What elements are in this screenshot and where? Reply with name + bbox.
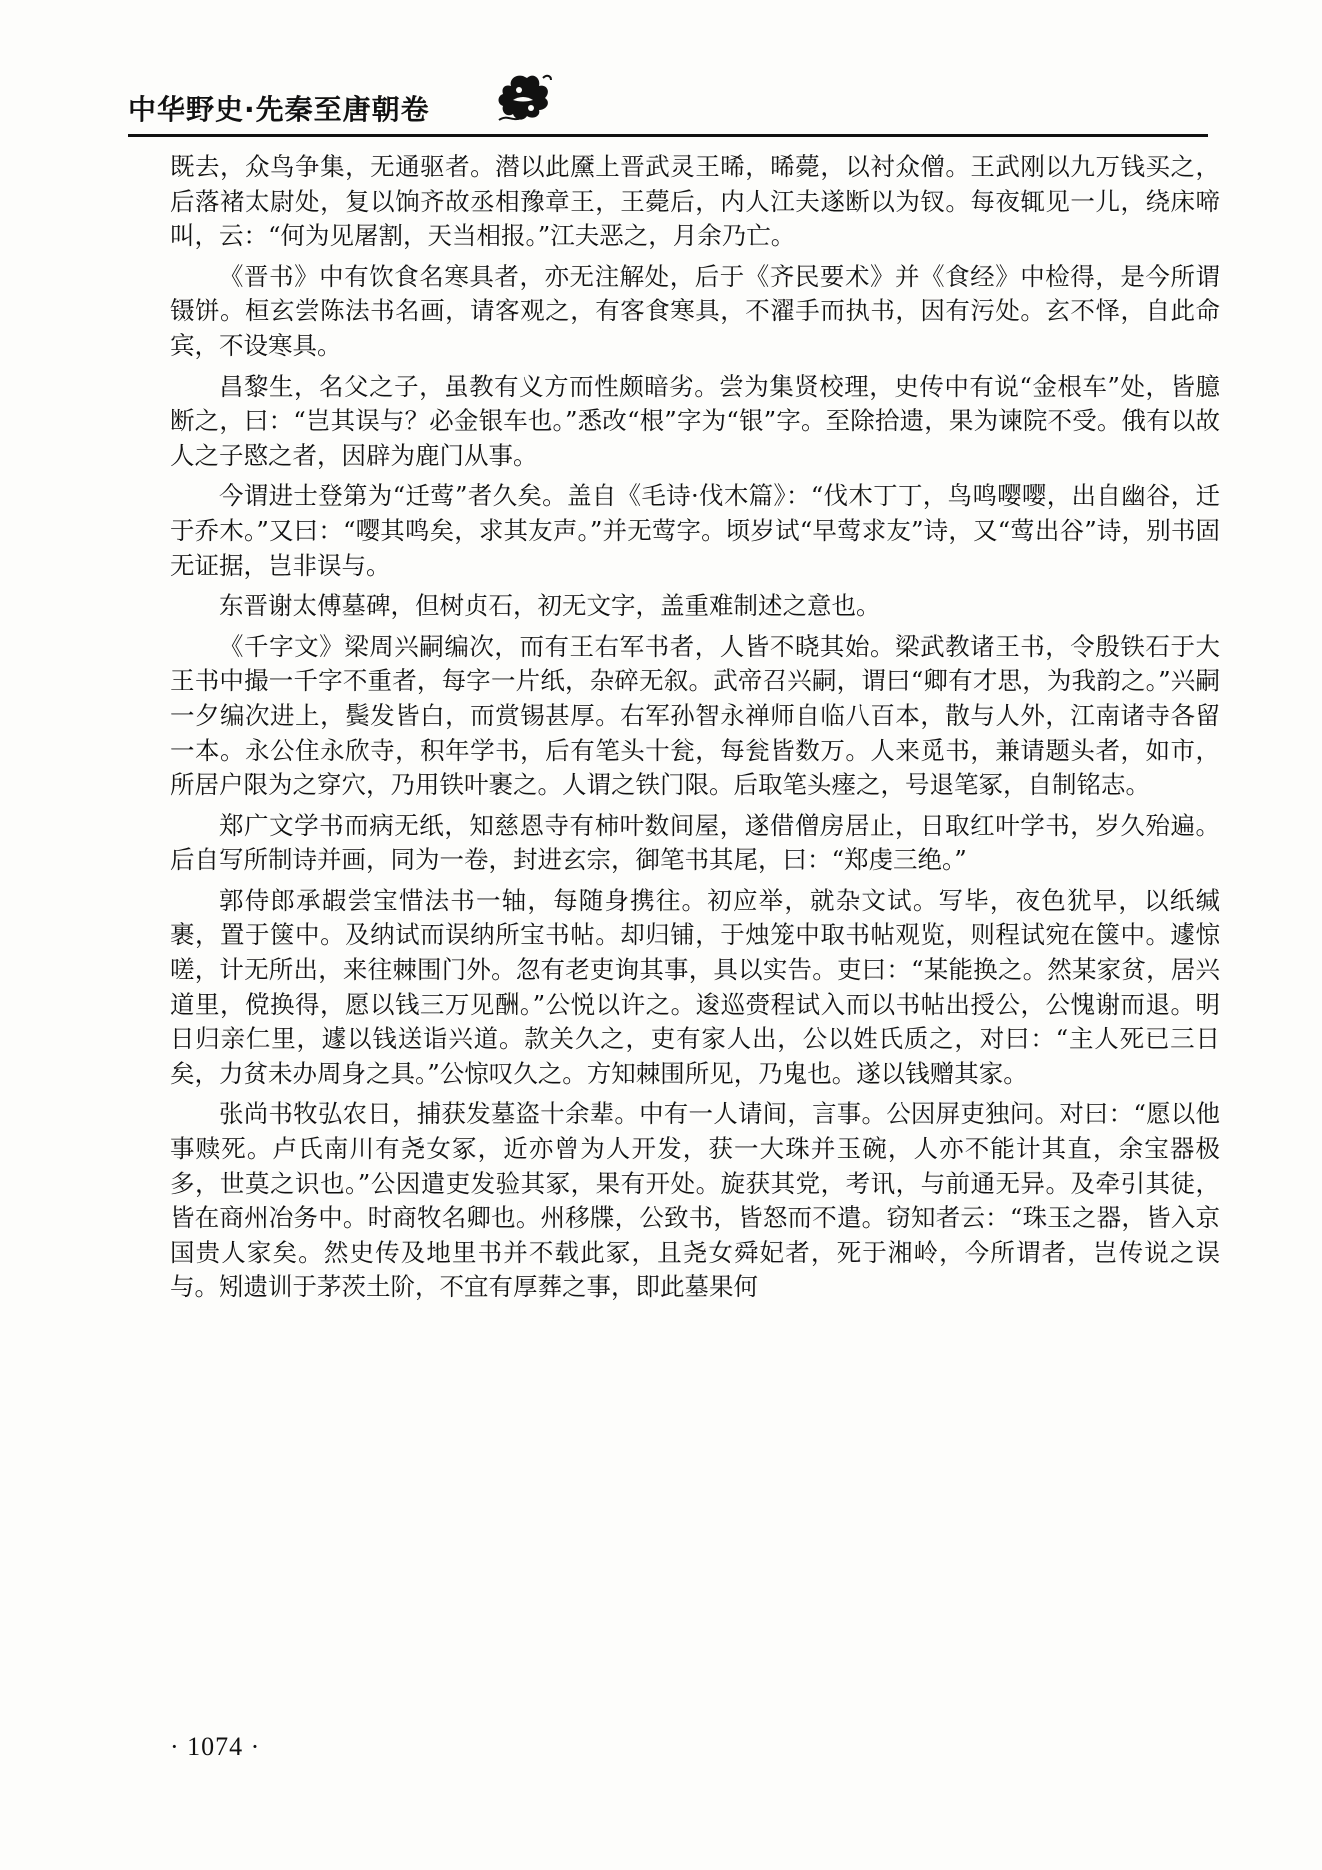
book-title: 中华野史·先秦至唐朝卷 bbox=[128, 93, 430, 126]
header-rule bbox=[128, 134, 1208, 137]
paragraph-4: 今谓进士登第为“迁莺”者久矣。盖自《毛诗·伐木篇》：“伐木丁丁，鸟鸣嘤嘤，出自幽谷，迁于乔木。”又曰：“嘤其鸣矣，求其友声。”并无莺字。顷岁试“早莺求友”诗，又“莺出谷”诗，别书固无证据，岂非误与。 bbox=[170, 481, 1220, 580]
paragraph-7: 郑广文学书而病无纸，知慈恩寺有柿叶数间屋，遂借僧房居止，日取红叶学书，岁久殆遍。后自写所制诗并画，同为一卷，封进玄宗，御笔书其尾，曰：“郑虔三绝。” bbox=[170, 810, 1220, 875]
paragraph-8: 郭侍郎承嘏尝宝惜法书一轴，每随身携往。初应举，就杂文试。写毕，夜色犹早，以纸缄裹，置于箧中。及纳试而误纳所宝书帖。却归铺，于烛笼中取书帖观览，则程试宛在箧中。遽惊嗟，计无所出，来往棘围门外。忽有老吏询其事，具以实告。吏曰：“某能换之。然某家贫，居兴道里，傥换得，愿以钱三万见酬。”公悦以许之。逡巡赍程试入而以书帖出授公，公愧谢而退。明日归亲仁里，遽以钱送诣兴道。款关久之，吏有家人出，公以姓氏质之，对曰：“主人死已三日矣，力贫未办周身之具。”公惊叹久之。方知棘围所见，乃鬼也。遂以钱赠其家。 bbox=[170, 885, 1220, 1088]
paragraph-2: 《晋书》中有饮食名寒具者，亦无注解处，后于《齐民要术》并《食经》中检得，是今所谓镊饼。桓玄尝陈法书名画，请客观之，有客食寒具，不濯手而执书，因有污处。玄不怿，自此命宾，不设寒具。 bbox=[170, 261, 1220, 360]
main-text bbox=[170, 150, 1220, 1311]
page-number: · 1074 · bbox=[170, 1732, 261, 1761]
paragraph-9: 张尚书牧弘农日，捕获发墓盗十余辈。中有一人请间，言事。公因屏吏独问。对曰：“愿以他事赎死。卢氏南川有尧女冢，近亦曾为人开发，获一大珠并玉碗，人亦不能计其直，余宝器极多，世莫之识也。”公因遣吏发验其冢，果有开处。旋获其党，考讯，与前通无异。及牵引其徒，皆在商州冶务中。时商牧名卿也。州移牒，公致书，皆怒而不遣。窃知者云：“珠玉之器，皆入京国贵人家矣。然史传及地里书并不载此冢，且尧女舜妃者，死于湘岭，今所谓者，岂传说之误与。矧遗训于茅茨土阶，不宜有厚葬之事，即此墓果何 bbox=[170, 1099, 1220, 1302]
paragraph-1: 既去，众鸟争集，无通驱者。潜以此黡上晋武灵王晞，晞薨，以衬众僧。王武刚以九万钱买之，后落褚太尉处，复以饷齐故丞相豫章王，王薨后，内人江夫遂断以为钗。每夜辄见一儿，绕床啼叫，云：“何为见屠割，天当相报。”江夫恶之，月余乃亡。 bbox=[170, 152, 1220, 251]
paragraph-6: 《千字文》梁周兴嗣编次，而有王右军书者，人皆不晓其始。梁武教诸王书，令殷铁石于大王书中撮一千字不重者，每字一片纸，杂碎无叙。武帝召兴嗣，谓曰“卿有才思，为我韵之。”兴嗣一夕编次进上，鬓发皆白，而赏锡甚厚。右军孙智永禅师自临八百本，散与人外，江南诸寺各留一本。永公住永欣寺，积年学书，后有笔头十瓮，每瓮皆数万。人来觅书，兼请题头者，如市，所居户限为之穿穴，乃用铁叶裹之。人谓之铁门限。后取笔头瘗之，号退笔冢，自制铭志。 bbox=[170, 631, 1220, 800]
dragon-emblem-icon bbox=[493, 70, 555, 126]
paragraph-3: 昌黎生，名父之子，虽教有义方而性颇暗劣。尝为集贤校理，史传中有说“金根车”处，皆臆断之，曰：“岂其误与？必金银车也。”悉改“根”字为“银”字。至除拾遗，果为谏院不受。俄有以故人之子愍之者，因辟为鹿门从事。 bbox=[170, 371, 1220, 470]
running-header bbox=[128, 60, 1208, 130]
paragraph-5: 东晋谢太傅墓碑，但树贞石，初无文字，盖重难制述之意也。 bbox=[219, 591, 881, 621]
